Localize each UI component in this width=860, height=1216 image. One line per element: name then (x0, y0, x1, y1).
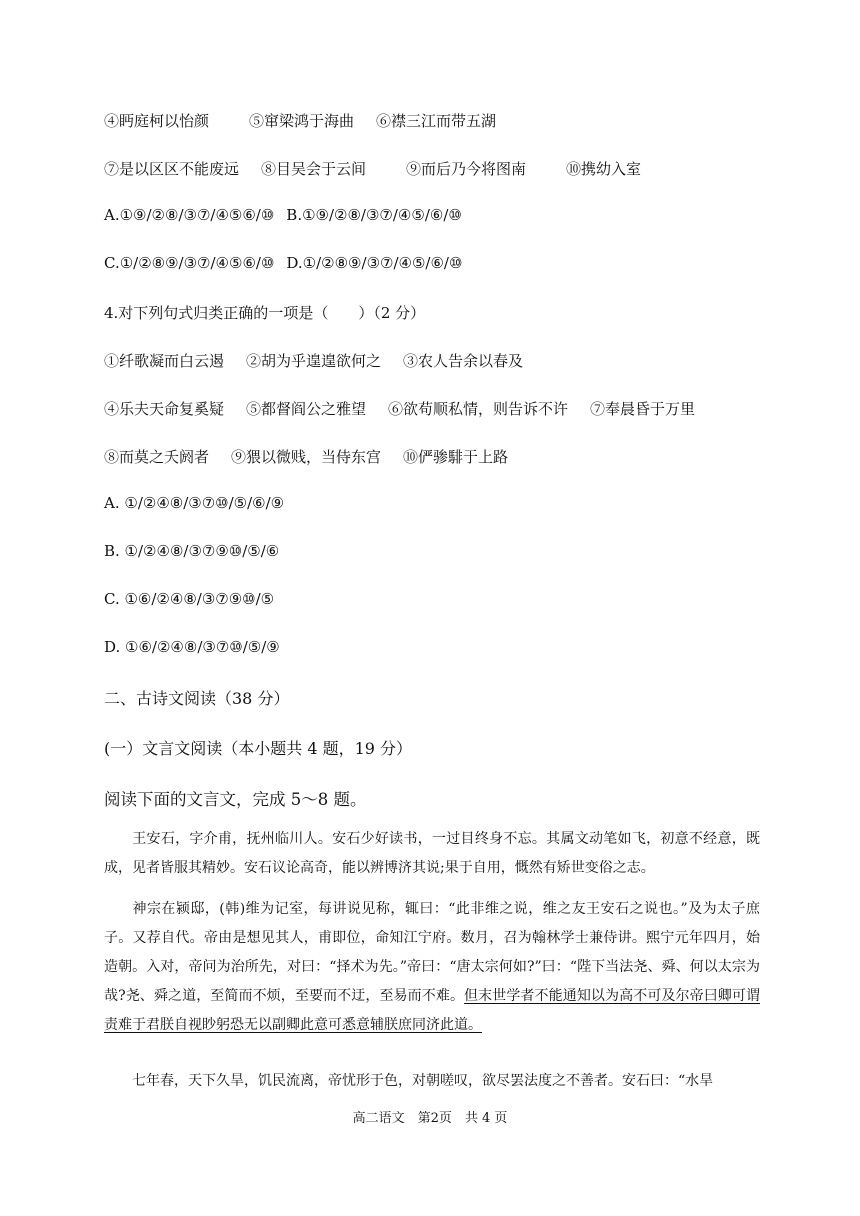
q3-options-row1 (104, 110, 496, 131)
passage-p2-text: 神宗在颍邸，(韩)维为记室，每讲说见称，辄曰：“此非维之说，维之友王安石之说也。”及为太子庶子。又荐自代。帝由是想见其人，甫即位，命知江宁府。数月，召为翰林学士兼侍讲。熙宁元年四月，始造朝。入对，帝问为治所先，对曰：“择术为先。”帝曰：“唐太宗何如?”曰：“陛下当法尧、舜、何以太宗为哉?尧、舜之道，至简而不烦，至要而不迂，至易而不难。 (104, 901, 760, 1004)
underlined-sentence: 但末世学者不能通知以为高不可及尔帝曰卿可谓责难于君朕自视眇躬恐无以副卿此意可悉意辅朕庶同济此道。 (104, 988, 760, 1033)
passage-paragraph-1 (104, 825, 760, 883)
passage-p1-text: 王安石，字介甫，抚州临川人。安石少好读书，一过目终身不忘。其属文动笔如飞，初意不经意，既成，见者皆服其精妙。安石议论高奇，能以辨博济其说;果于自用，慨然有矫世变俗之志。 (104, 831, 760, 876)
q4-choice-c: C. ①⑥/②④⑧/③⑦⑨⑩/⑤ (104, 590, 275, 608)
q4-option-6: ⑥欲苟顺私情，则告诉不许 (388, 400, 569, 418)
q4-options-row3 (104, 446, 508, 467)
q4-option-1: ①纤歌凝而白云遏 (104, 352, 225, 370)
subsection-title: (一）文言文阅读（本小题共 4 题，19 分） (104, 739, 413, 758)
option-8: ⑧目吴会于云间 (261, 160, 367, 178)
q4-option-5: ⑤都督阎公之雅望 (246, 400, 367, 418)
q3-choice-a: A.①⑨/②⑧/③⑦/④⑤⑥/⑩ (104, 206, 275, 224)
q4-stem: 4.对下列句式归类正确的一项是（ ）（2 分） (104, 304, 426, 322)
passage-paragraph-2 (104, 895, 760, 1040)
q3-choice-b: B.①⑨/②⑧/③⑦/④⑤/⑥/⑩ (286, 206, 462, 224)
q4-option-3: ③农人告余以春及 (403, 352, 524, 370)
passage-paragraph-3 (104, 1067, 760, 1096)
reading-instruction: 阅读下面的文言文，完成 5～8 题。 (104, 790, 367, 809)
q3-choices-ab (104, 206, 462, 224)
q4-option-9: ⑨猥以微贱，当侍东宫 (231, 448, 382, 466)
q4-choice-d: D. ①⑥/②④⑧/③⑦⑩/⑤/⑨ (104, 638, 280, 656)
q3-choice-c: C.①/②⑧⑨/③⑦/④⑤⑥/⑩ (104, 254, 275, 272)
q4-option-4: ④乐夫天命复奚疑 (104, 400, 225, 418)
q3-choices-cd (104, 254, 462, 272)
option-10: ⑩携幼入室 (566, 160, 642, 178)
q3-choice-d: D.①/②⑧⑨/③⑦/④⑤/⑥/⑩ (286, 254, 463, 272)
option-4: ④眄庭柯以怡颜 (104, 112, 210, 130)
q4-option-10: ⑩俨骖騑于上路 (403, 448, 509, 466)
q4-options-row2 (104, 398, 695, 419)
q4-option-8: ⑧而莫之夭阏者 (104, 448, 210, 466)
q3-options-row2 (104, 158, 641, 179)
option-6: ⑥襟三江而带五湖 (376, 112, 497, 130)
option-9: ⑨而后乃今将图南 (406, 160, 527, 178)
q4-option-2: ②胡为乎遑遑欲何之 (246, 352, 382, 370)
page-footer: 高二语文 第2页 共 4 页 (352, 1111, 508, 1126)
q4-choice-a: A. ①/②④⑧/③⑦⑩/⑤/⑥/⑨ (104, 494, 285, 512)
section-title: 二、古诗文阅读（38 分） (104, 689, 290, 708)
q4-choice-b: B. ①/②④⑧/③⑦⑨⑩/⑤/⑥ (104, 542, 280, 560)
q4-options-row1 (104, 350, 523, 371)
q4-option-7: ⑦奉晨昏于万里 (590, 400, 696, 418)
option-5: ⑤窜梁鸿于海曲 (249, 112, 355, 130)
option-7: ⑦是以区区不能废远 (104, 160, 240, 178)
passage-p3-text: 七年春，天下久旱，饥民流离，帝忧形于色，对朝嗟叹，欲尽罢法度之不善者。安石曰：“水旱 (132, 1073, 714, 1089)
